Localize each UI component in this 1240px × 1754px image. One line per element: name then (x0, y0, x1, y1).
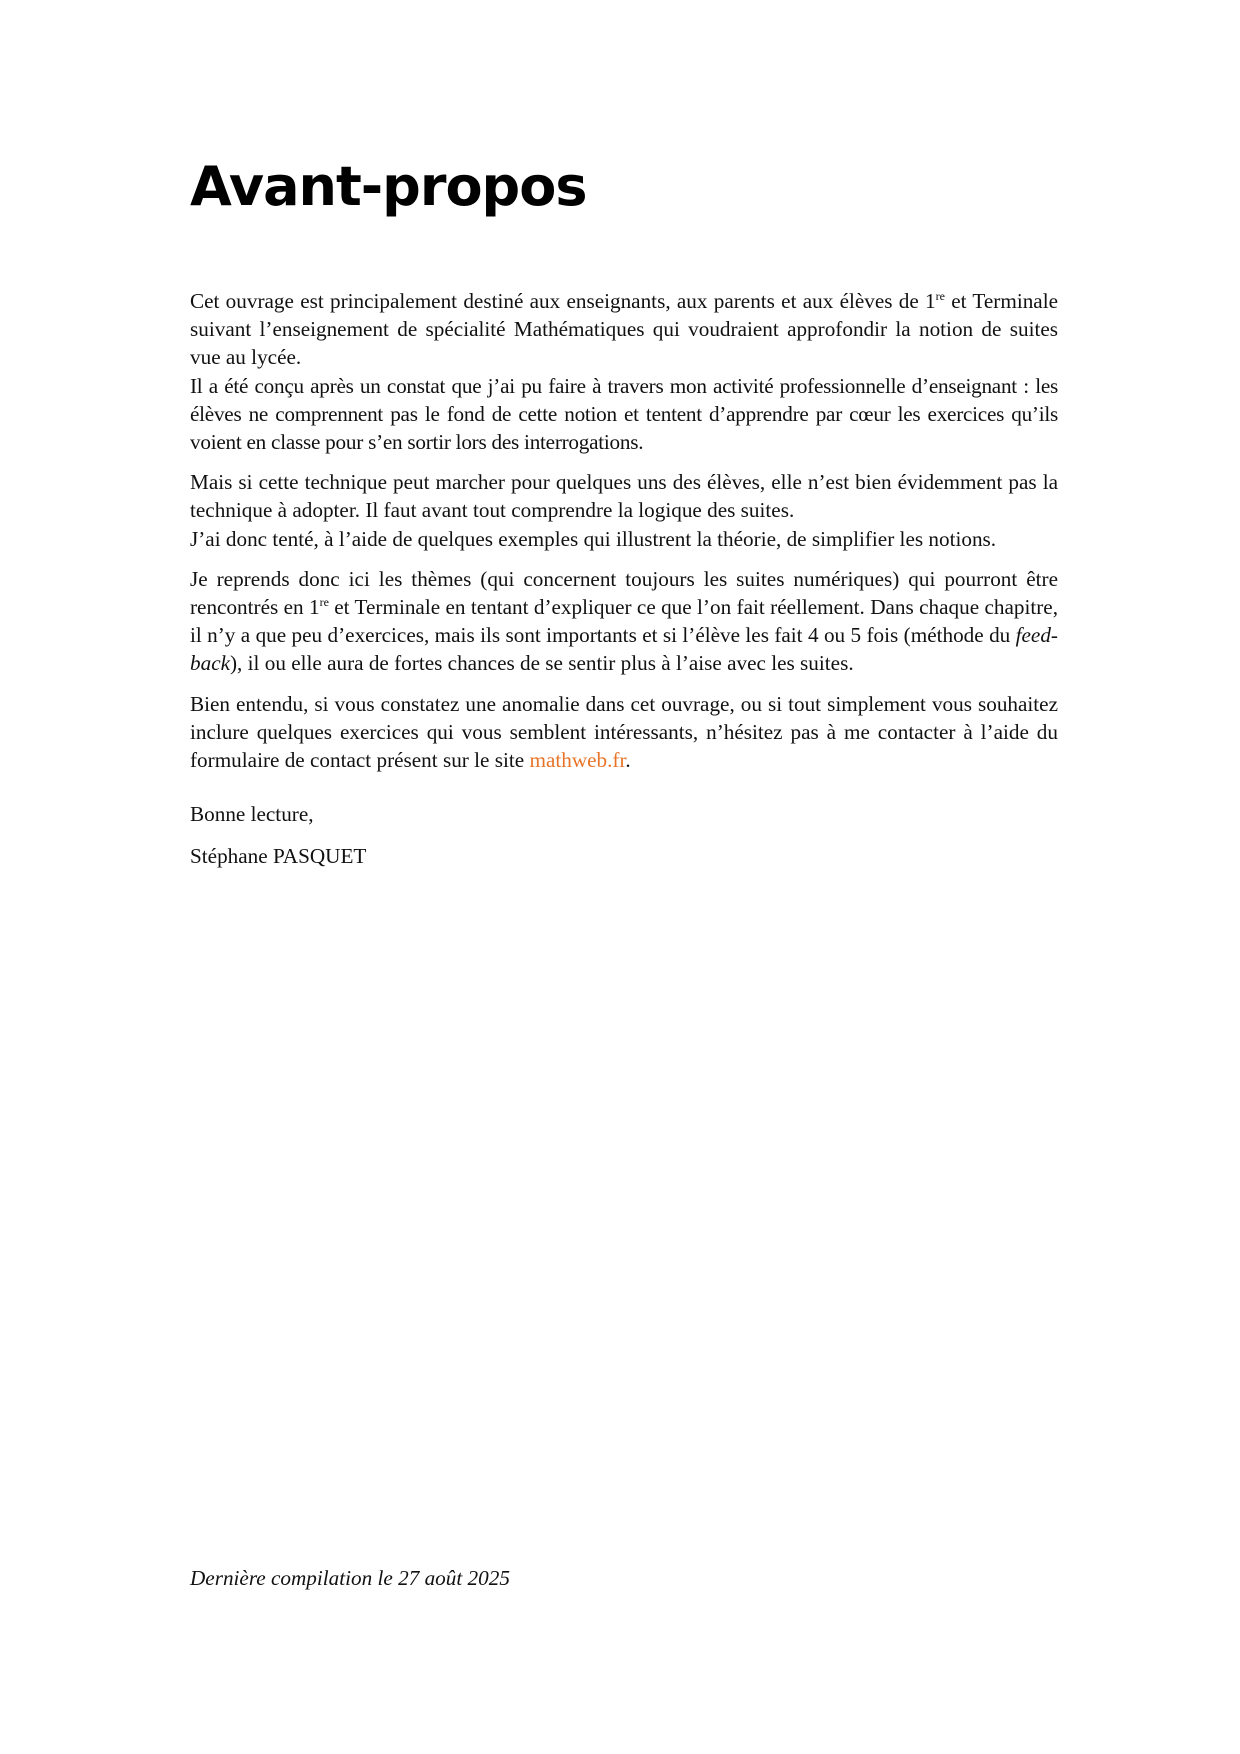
paragraph-audience-text-b: et Terminale suivant l’enseignement de spécialité Mathématiques qui voudraient approfondir la notion de suites vue au lycée. (190, 289, 1058, 370)
feedback-term: feed-back (190, 623, 1058, 676)
paragraph-origin: Il a été conçu après un constat que j’ai pu faire à travers mon activité professionnelle d’enseignant : les élèves ne comprennent pas le fond de cette notion et tentent d’apprendre par cœur les exercices qu’ils voient en classe pour s’en sortir lors des interrogations. (190, 373, 1058, 455)
author-name: Stéphane PASQUET (190, 844, 367, 869)
paragraph-audience-text-a: Cet ouvrage est principalement destiné aux enseignants, aux parents et aux élèves de 1 (190, 289, 936, 313)
superscript-re: re (935, 289, 945, 303)
paragraph-contact-text-b: . (625, 748, 631, 773)
paragraph-themes (190, 565, 1058, 678)
foreword-body (190, 287, 1058, 885)
paragraph-audience (190, 287, 1058, 372)
paragraph-themes-text-a: Je reprends donc ici les thèmes (qui concernent toujours les suites numériques) qui pourront être rencontrés en 1 (190, 566, 1058, 620)
paragraph-examples: J’ai donc tenté, à l’aide de quelques exemples qui illustrent la théorie, de simplifier les notions. (190, 526, 997, 551)
paragraph-themes-text-b: et Terminale en tentant d’expliquer ce que l’on fait réellement. Dans chaque chapitre, il n’y a que peu d’exercices, mais ils sont importants et si l’élève les fait 4 ou 5 fois (méthode du (190, 595, 1059, 648)
paragraph-contact-text-a: Bien entendu, si vous constatez une anomalie dans cet ouvrage, ou si tout simplement vous souhaitez inclure quelques exercices qui vous semblent intéressants, n’hésitez pas à me contacter à l’aide du formulaire de contact présent sur le site (190, 691, 1058, 773)
mathweb-link[interactable]: mathweb.fr (529, 748, 626, 773)
compilation-date: Dernière compilation le 27 août 2025 (190, 1566, 510, 1590)
paragraph-themes-text-c: ), il ou elle aura de fortes chances de se sentir plus à l’aise avec les suites. (230, 651, 854, 676)
page-title: Avant-propos (190, 155, 587, 218)
paragraph-contact (190, 690, 1058, 775)
page (190, 0, 1058, 1754)
superscript-re-2: re (319, 595, 329, 610)
closing (190, 800, 1058, 870)
greeting: Bonne lecture, (190, 802, 314, 827)
paragraph-technique: Mais si cette technique peut marcher pour quelques uns des élèves, elle n’est bien évidemment pas la technique à adopter. Il faut avant tout comprendre la logique des suites. (190, 470, 1058, 523)
